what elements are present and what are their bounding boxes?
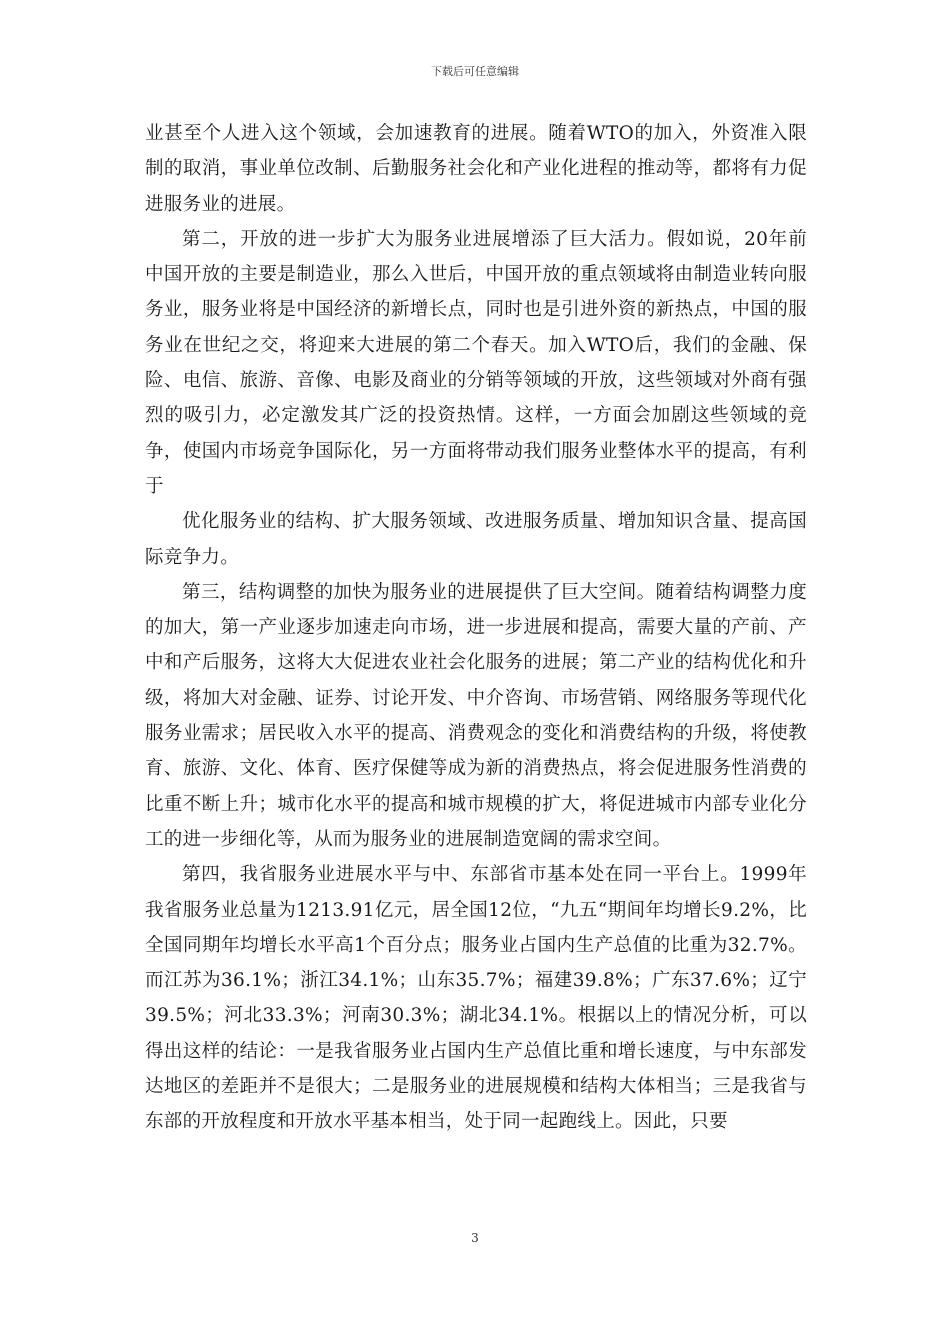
paragraph-second-point: 第二，开放的进一步扩大为服务业进展增添了巨大活力。假如说，20年前中国开放的主要是制造业，那么入世后，中国开放的重点领域将由制造业转向服务业，服务业将是中国经济的新增长点，同时也是引进外资的新热点，中国的服务业在世纪之交，将迎来大进展的第二个春天。加入WTO后，我们的金融、保险、电信、旅游、音像、电影及商业的分销等领域的开放，这些领域对外商有强烈的吸引力，必定激发其广泛的投资热情。这样，一方面会加剧这些领域的竞争，使国内市场竞争国际化，另一方面将带动我们服务业整体水平的提高，有利于 xyxy=(145,228,807,497)
page-header: 下载后可任意编辑 xyxy=(431,65,519,78)
paragraph-second-point-continued: 优化服务业的结构、扩大服务领域、改进服务质量、增加知识含量、提高国际竞争力。 xyxy=(145,511,807,568)
paragraph-third-point: 第三，结构调整的加快为服务业的进展提供了巨大空间。随着结构调整力度的加大，第一产业逐步加速走向市场，进一步进展和提高，需要大量的产前、产中和产后服务，这将大大促进农业社会化服务的进展；第二产业的结构优化和升级，将加大对金融、证券、讨论开发、中介咨询、市场营销、网络服务等现代化服务业需求；居民收入水平的提高、消费观念的变化和消费结构的升级，将使教育、旅游、文化、体育、医疗保健等成为新的消费热点，将会促进服务性消费的比重不断上升；城市化水平的提高和城市规模的扩大，将促进城市内部专业化分工的进一步细化等，从而为服务业的进展制造宽阔的需求空间。 xyxy=(145,581,807,850)
paragraph-continuation: 业甚至个人进入这个领域，会加速教育的进展。随着WTO的加入，外资准入限制的取消，事业单位改制、后勤服务社会化和产业化进程的推动等，都将有力促进服务业的进展。 xyxy=(145,123,807,215)
paragraph-fourth-point: 第四，我省服务业进展水平与中、东部省市基本处在同一平台上。1999年我省服务业总量为1213.91亿元，居全国12位，“九五“期间年均增长9.2%，比全国同期年均增长水平高1个百分点；服务业占国内生产总值的比重为32.7%。而江苏为36.1%；浙江34.1%；山东35.7%；福建39.8%；广东37.6%；辽宁39.5%；河北33.3%；河南30.3%；湖北34.1%。根据以上的情况分析，可以得出这样的结论：一是我省服务业占国内生产总值比重和增长速度，与中东部发达地区的差距并不是很大；二是服务业的进展规模和结构大体相当；三是我省与东部的开放程度和开放水平基本相当，处于同一起跑线上。因此，只要 xyxy=(145,864,807,1133)
document-body xyxy=(145,116,807,1140)
page-number: 3 xyxy=(471,1231,479,1245)
